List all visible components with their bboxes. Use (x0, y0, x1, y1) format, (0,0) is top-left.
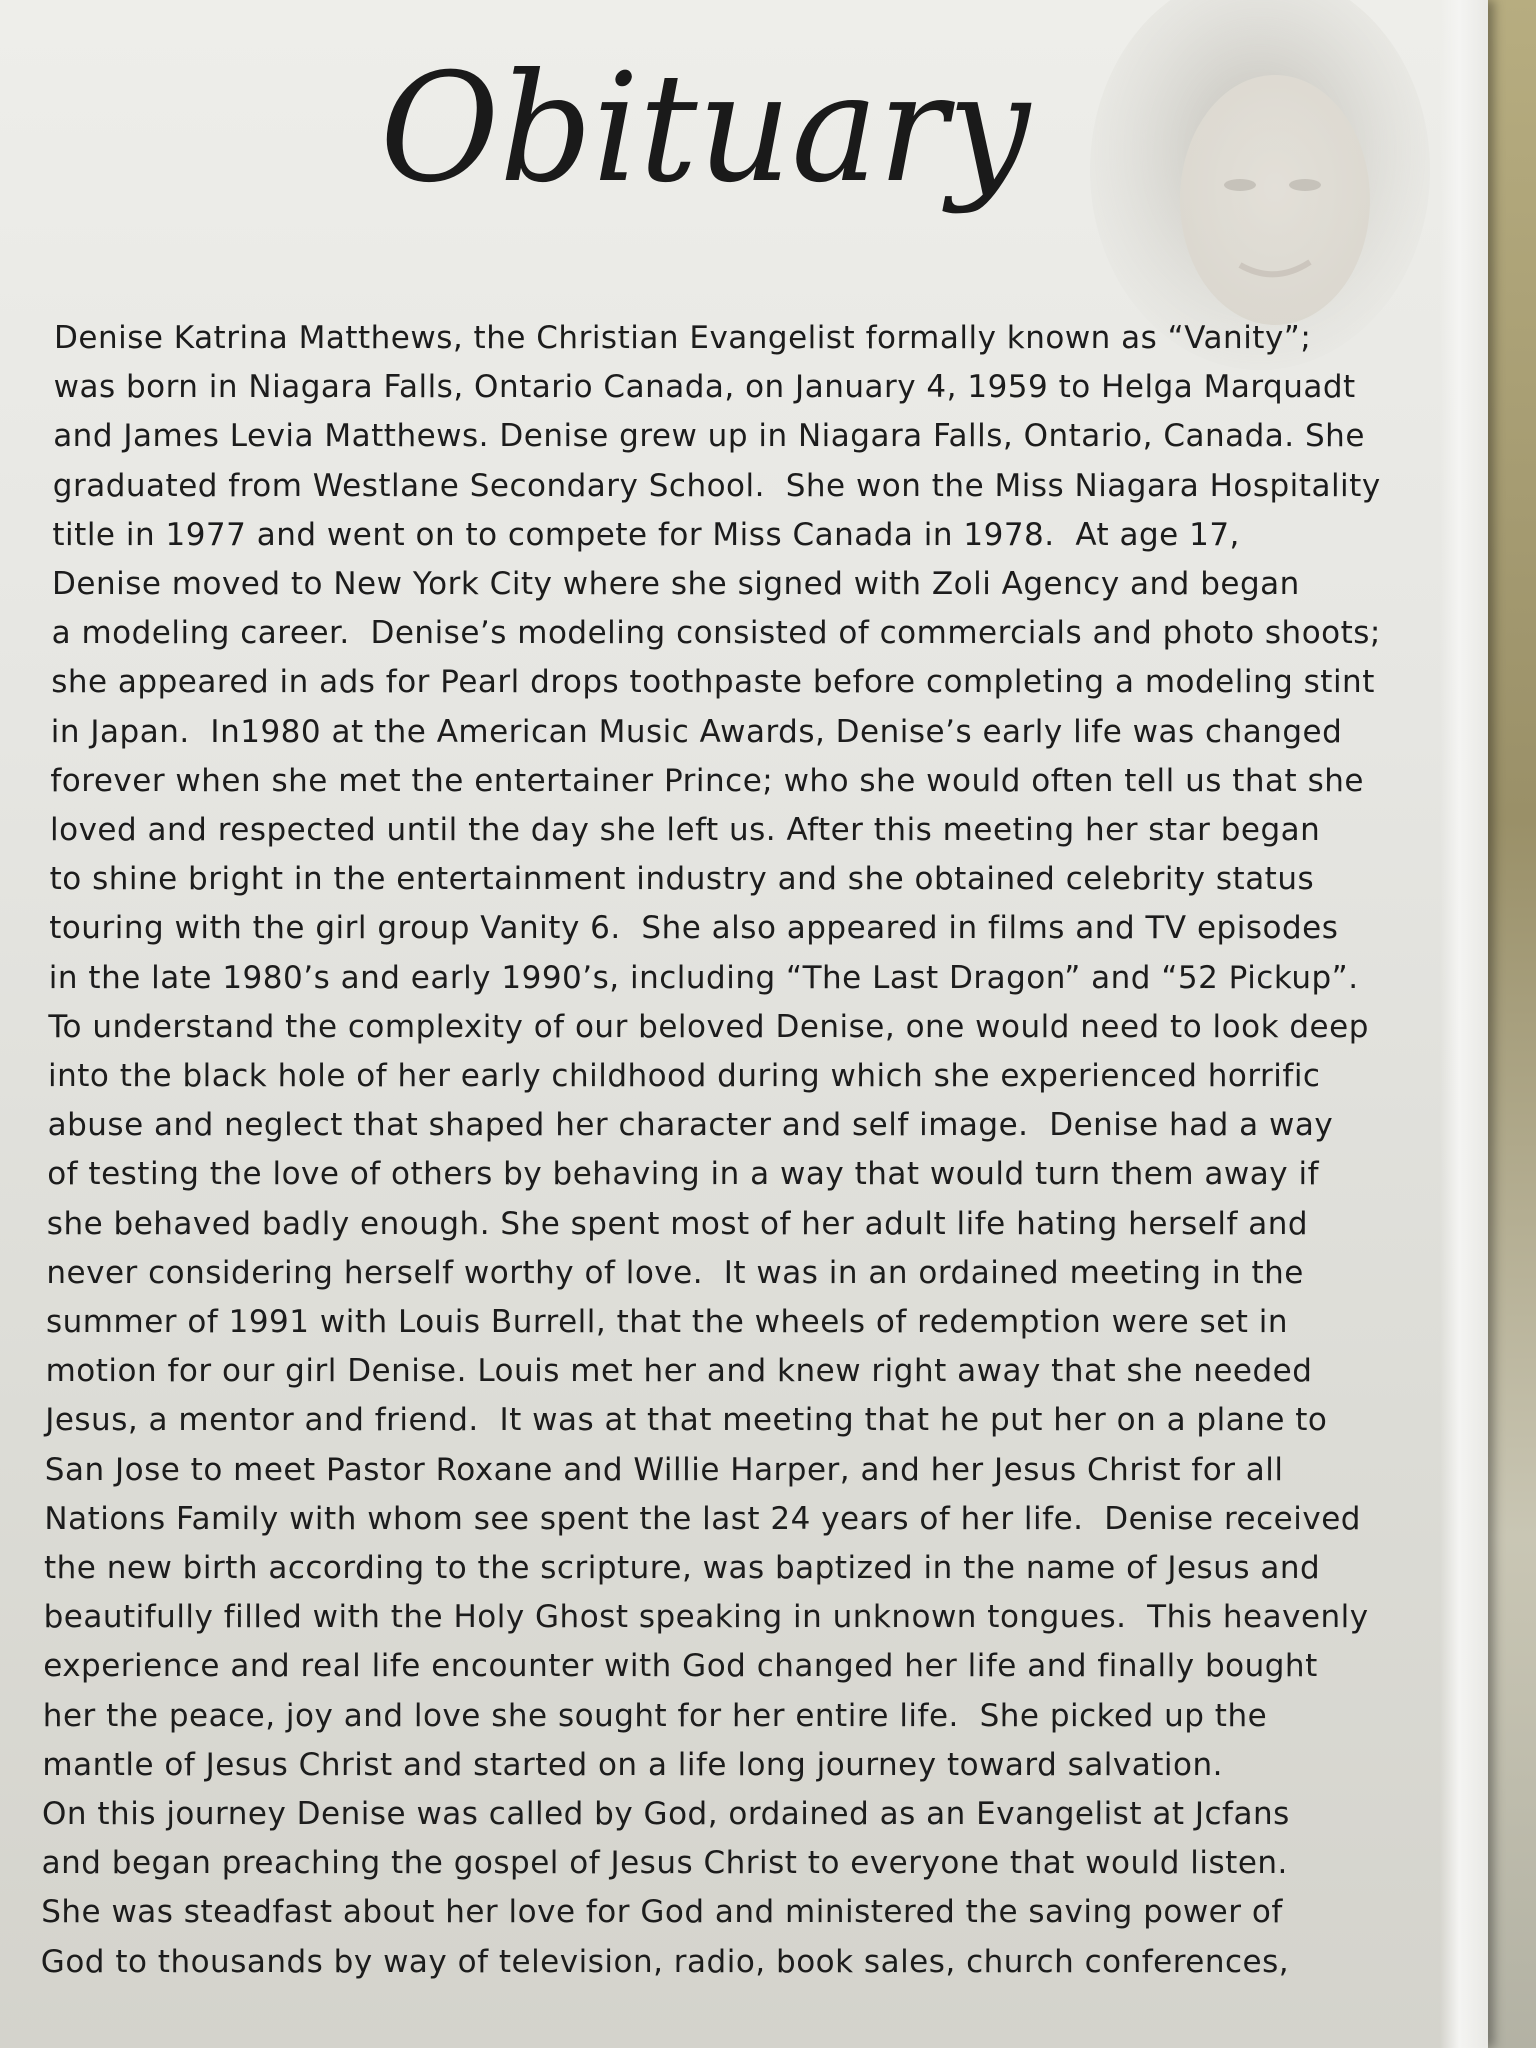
obituary-line: forever when she met the entertainer Prince; who she would often tell us that she (50, 762, 1364, 799)
title-text: Obituary (380, 42, 1033, 216)
obituary-line: Denise moved to New York City where she signed with Zoli Agency and began (52, 566, 1300, 602)
obituary-line: Denise Katrina Matthews, the Christian Evangelist formally known as “Vanity”; (54, 320, 1312, 356)
obituary-line: experience and real life encounter with God changed her life and finally bought (43, 1648, 1318, 1685)
obituary-line: her the peace, joy and love she sought for her entire life. She picked up the (42, 1697, 1268, 1734)
obituary-line: Nations Family with whom see spent the last 24 years of her life. Denise received (44, 1500, 1361, 1537)
obituary-line: and began preaching the gospel of Jesus Christ to everyone that would listen. (41, 1845, 1288, 1882)
obituary-line: to shine bright in the entertainment industry and she obtained celebrity status (49, 861, 1315, 898)
obituary-line: motion for our girl Denise. Louis met her and knew right away that she needed (45, 1353, 1313, 1390)
page-edge (1440, 0, 1488, 2048)
obituary-line: in the late 1980’s and early 1990’s, including “The Last Dragon” and “52 Pickup”. (48, 959, 1359, 996)
obituary-line: touring with the girl group Vanity 6. She also appeared in films and TV episodes (49, 910, 1339, 947)
obituary-line: graduated from Westlane Secondary School. She won the Miss Niagara Hospitality (52, 467, 1381, 504)
obituary-line: and James Levia Matthews. Denise grew up in Niagara Falls, Ontario, Canada. She (53, 418, 1365, 455)
title-script-lettering (360, 10, 1060, 270)
obituary-line: God to thousands by way of television, radio, book sales, church conferences, (40, 1943, 1290, 1980)
obituary-line: To understand the complexity of our beloved Denise, one would need to look deep (48, 1008, 1369, 1045)
obituary-line: in Japan. In1980 at the American Music Awards, Denise’s early life was changed (50, 713, 1343, 750)
obituary-line: mantle of Jesus Christ and started on a life long journey toward salvation. (42, 1746, 1224, 1783)
background-sheet (1488, 0, 1536, 2048)
obituary-line: was born in Niagara Falls, Ontario Canada, on January 4, 1959 to Helga Marquadt (53, 369, 1356, 406)
obituary-line: On this journey Denise was called by God, ordained as an Evangelist at Jcfans (42, 1796, 1290, 1832)
obituary-line: She was steadfast about her love for God and ministered the saving power of (41, 1894, 1283, 1931)
obituary-title (360, 10, 1060, 270)
obituary-line: Jesus, a mentor and friend. It was at that meeting that he put her on a plane to (45, 1402, 1328, 1439)
obituary-line: abuse and neglect that shaped her character and self image. Denise had a way (47, 1107, 1334, 1144)
obituary-line: title in 1977 and went on to compete for Miss Canada in 1978. At age 17, (52, 516, 1240, 553)
obituary-line: into the black hole of her early childhood during which she experienced horrific (48, 1058, 1321, 1094)
obituary-line: beautifully filled with the Holy Ghost speaking in unknown tongues. This heavenly (43, 1599, 1369, 1636)
obituary-line: summer of 1991 with Louis Burrell, that the wheels of redemption were set in (46, 1304, 1289, 1340)
obituary-line: she behaved badly enough. She spent most of her adult life hating herself and (46, 1205, 1309, 1242)
obituary-line: a modeling career. Denise’s modeling consisted of commercials and photo shoots; (51, 615, 1381, 652)
faded-portrait-image (1060, 0, 1440, 420)
obituary-line: of testing the love of others by behaving in a way that would turn them away if (47, 1156, 1319, 1193)
obituary-line: she appeared in ads for Pearl drops toothpaste before completing a modeling stint (51, 664, 1375, 701)
obituary-line: loved and respected until the day she left us. After this meeting her star began (50, 812, 1321, 848)
obituary-line: never considering herself worthy of love. It was in an ordained meeting in the (46, 1254, 1304, 1291)
obituary-line: San Jose to meet Pastor Roxane and Willie Harper, and her Jesus Christ for all (44, 1451, 1284, 1488)
obituary-line: the new birth according to the scripture, was baptized in the name of Jesus and (44, 1550, 1321, 1586)
